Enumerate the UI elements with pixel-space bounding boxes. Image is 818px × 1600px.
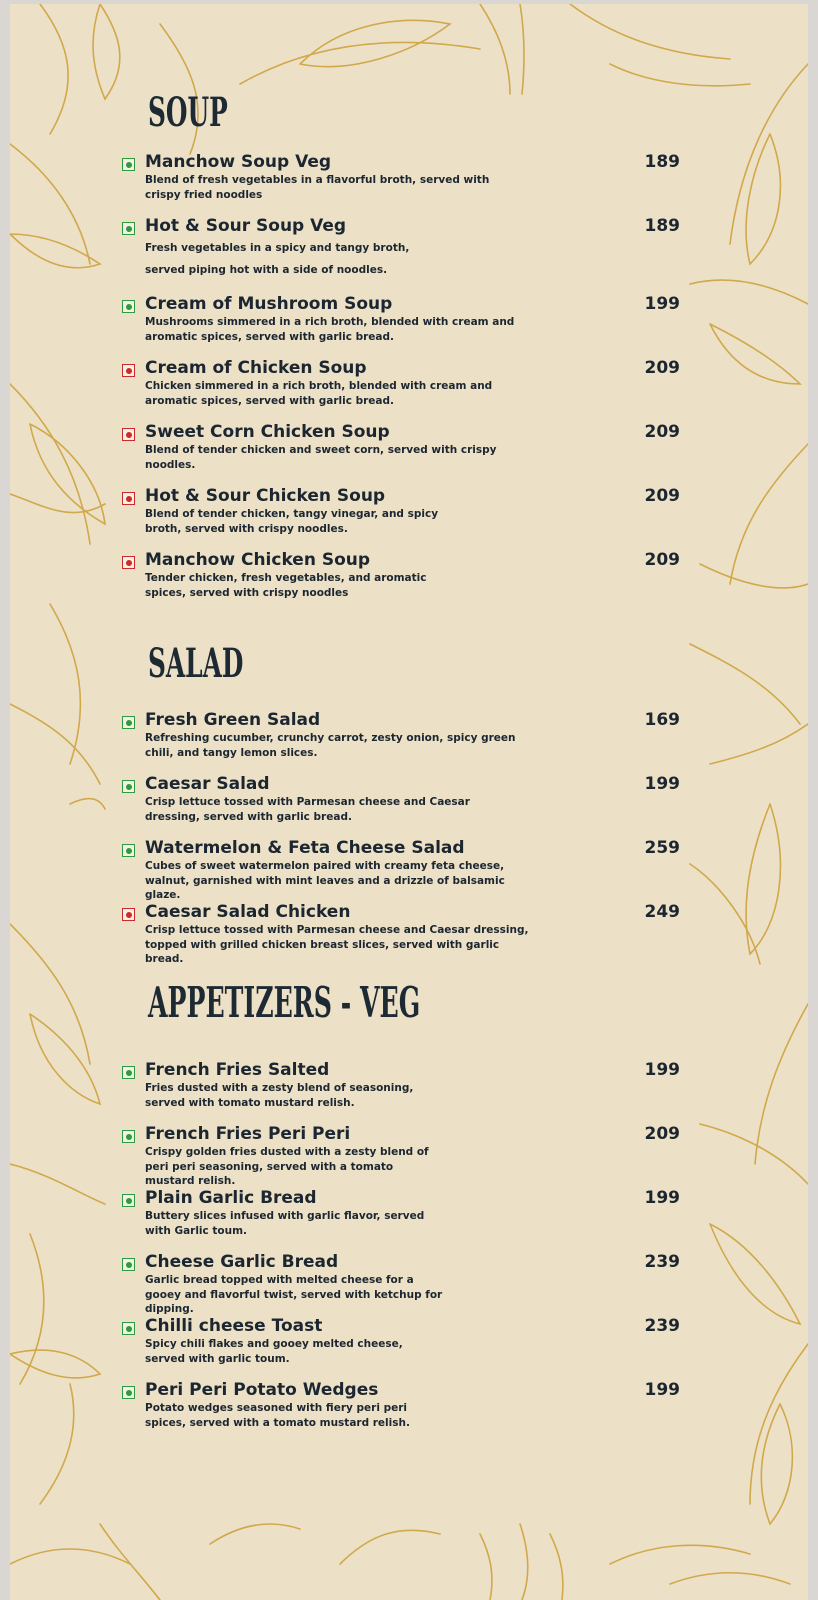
item-price: 239: [644, 1252, 680, 1272]
item-description: Spicy chili flakes and gooey melted cheese, served with garlic toum.: [145, 1338, 403, 1365]
item-description: Blend of tender chicken and sweet corn, served with crispy noodles.: [145, 444, 497, 471]
item-name: Plain Garlic Bread: [145, 1188, 317, 1208]
section-title-appetizers-veg: APPETIZERS - VEG: [148, 978, 421, 1027]
menu-item: [120, 838, 680, 901]
item-description: Chicken simmered in a rich broth, blended with cream and aromatic spices, served with garlic bread.: [145, 380, 493, 407]
menu-item: [120, 1380, 680, 1442]
item-name: Caesar Salad: [145, 774, 270, 794]
veg-marker-icon: [122, 1194, 135, 1207]
menu-item: [120, 1316, 680, 1378]
item-description: Mushrooms simmered in a rich broth, blended with cream and aromatic spices, served with garlic bread.: [145, 316, 515, 343]
item-name: Hot & Sour Soup Veg: [145, 216, 347, 236]
item-name: Cream of Mushroom Soup: [145, 294, 393, 314]
item-price: 249: [644, 902, 680, 922]
veg-marker-icon: [122, 780, 135, 793]
menu-item: [120, 486, 680, 548]
menu-item: [120, 1060, 680, 1122]
menu-page: [10, 4, 808, 1600]
item-description: Garlic bread topped with melted cheese for a gooey and flavorful twist, served with ketchup for dipping.: [145, 1274, 443, 1315]
menu-item: [120, 152, 680, 214]
veg-marker-icon: [122, 158, 135, 171]
item-name: Cream of Chicken Soup: [145, 358, 367, 378]
item-price: 239: [644, 1316, 680, 1336]
veg-marker-icon: [122, 1066, 135, 1079]
menu-item: [120, 422, 680, 484]
veg-marker-icon: [122, 1386, 135, 1399]
menu-item: [120, 1188, 680, 1250]
item-price: 209: [644, 358, 680, 378]
item-description: Cubes of sweet watermelon paired with creamy feta cheese, walnut, garnished with mint leaves and a drizzle of balsamic glaze.: [145, 860, 505, 901]
item-name: Watermelon & Feta Cheese Salad: [145, 838, 465, 858]
item-name: Sweet Corn Chicken Soup: [145, 422, 390, 442]
item-price: 209: [644, 550, 680, 570]
item-price: 209: [644, 486, 680, 506]
item-description: Crisp lettuce tossed with Parmesan cheese and Caesar dressing, served with garlic bread.: [145, 796, 470, 823]
item-description: Blend of tender chicken, tangy vinegar, and spicy broth, served with crispy noodles.: [145, 508, 439, 535]
item-name: Manchow Chicken Soup: [145, 550, 371, 570]
item-description: Potato wedges seasoned with fiery peri peri spices, served with a tomato mustard relish.: [145, 1402, 410, 1429]
item-name: French Fries Peri Peri: [145, 1124, 351, 1144]
item-name: Cheese Garlic Bread: [145, 1252, 339, 1272]
menu-item: [120, 1124, 680, 1187]
item-price: 189: [644, 216, 680, 236]
non-veg-marker-icon: [122, 364, 135, 377]
non-veg-marker-icon: [122, 556, 135, 569]
item-name: Caesar Salad Chicken: [145, 902, 351, 922]
item-price: 199: [644, 1188, 680, 1208]
section-title-soup: SOUP: [148, 89, 228, 136]
item-description: Crispy golden fries dusted with a zesty blend of peri peri seasoning, served with a tomato mustard relish.: [145, 1146, 429, 1187]
item-price: 199: [644, 294, 680, 314]
non-veg-marker-icon: [122, 428, 135, 441]
item-price: 169: [644, 710, 680, 730]
menu-item: [120, 710, 680, 772]
menu-item: [120, 774, 680, 836]
item-price: 189: [644, 152, 680, 172]
veg-marker-icon: [122, 716, 135, 729]
menu-item: [120, 216, 680, 278]
item-name: French Fries Salted: [145, 1060, 330, 1080]
item-description: Crisp lettuce tossed with Parmesan cheese and Caesar dressing, topped with grilled chicken breast slices, served with garlic bread.: [145, 924, 529, 965]
item-price: 199: [644, 774, 680, 794]
veg-marker-icon: [122, 1258, 135, 1271]
item-price: 259: [644, 838, 680, 858]
item-name: Hot & Sour Chicken Soup: [145, 486, 386, 506]
section-title-salad: SALAD: [148, 640, 244, 687]
item-description: Buttery slices infused with garlic flavor, served with Garlic toum.: [145, 1210, 425, 1237]
item-name: Fresh Green Salad: [145, 710, 321, 730]
item-description: Blend of fresh vegetables in a flavorful broth, served with crispy fried noodles: [145, 174, 490, 201]
menu-item: [120, 902, 680, 965]
veg-marker-icon: [122, 1130, 135, 1143]
veg-marker-icon: [122, 222, 135, 235]
item-price: 209: [644, 1124, 680, 1144]
item-price: 199: [644, 1060, 680, 1080]
menu-item: [120, 550, 680, 612]
veg-marker-icon: [122, 300, 135, 313]
item-description: Refreshing cucumber, crunchy carrot, zesty onion, spicy green chili, and tangy lemon slices.: [145, 732, 516, 759]
item-description: Fries dusted with a zesty blend of seasoning, served with tomato mustard relish.: [145, 1082, 414, 1109]
item-description: Fresh vegetables in a spicy and tangy broth, served piping hot with a side of noodles.: [145, 242, 410, 276]
menu-item: [120, 1252, 680, 1315]
veg-marker-icon: [122, 1322, 135, 1335]
item-description: Tender chicken, fresh vegetables, and aromatic spices, served with crispy noodles: [145, 572, 427, 599]
non-veg-marker-icon: [122, 908, 135, 921]
item-name: Chilli cheese Toast: [145, 1316, 323, 1336]
item-name: Manchow Soup Veg: [145, 152, 332, 172]
item-price: 199: [644, 1380, 680, 1400]
item-name: Peri Peri Potato Wedges: [145, 1380, 379, 1400]
item-price: 209: [644, 422, 680, 442]
non-veg-marker-icon: [122, 492, 135, 505]
menu-item: [120, 358, 680, 420]
menu-item: [120, 294, 680, 356]
veg-marker-icon: [122, 844, 135, 857]
